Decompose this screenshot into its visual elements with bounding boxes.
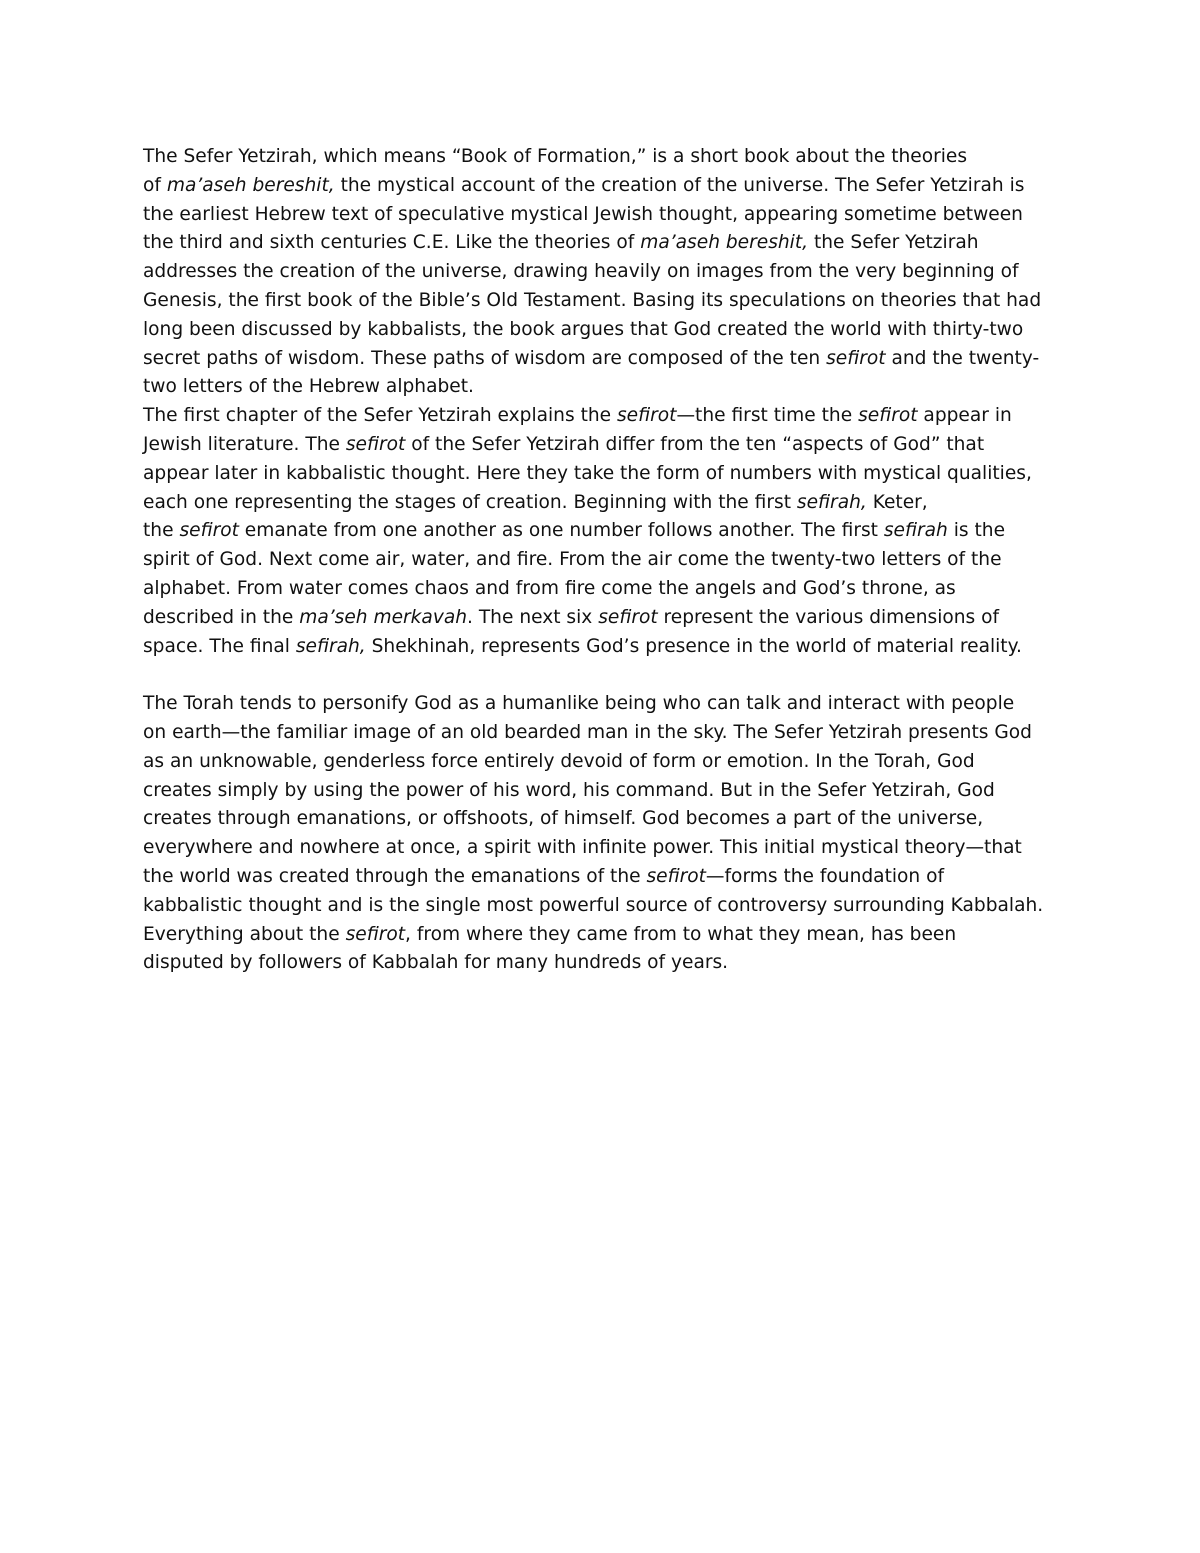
- italic-term: sefirot: [646, 865, 706, 887]
- text-line: [143, 863, 1073, 892]
- text-run: is the: [947, 520, 1006, 542]
- text-run: the world was created through the emanations of the: [143, 865, 647, 887]
- text-line: [143, 172, 1073, 201]
- text-line: [143, 258, 1073, 287]
- text-run: each one representing the stages of creation. Beginning with the first: [143, 491, 797, 513]
- text-run: , from where they came from to what they mean, has been: [405, 923, 957, 945]
- text-run: Genesis, the first book of the Bible’s Old Testament. Basing its speculations on theories that had: [143, 289, 1042, 311]
- text-run: space. The final: [143, 635, 296, 657]
- text-run: long been discussed by kabbalists, the book argues that God created the world with thirty-two: [143, 318, 1024, 340]
- text-run: on earth—the familiar image of an old bearded man in the sky. The Sefer Yetzirah presents God: [143, 721, 1032, 743]
- text-line: [143, 633, 1073, 662]
- text-line: [143, 719, 1073, 748]
- text-run: Jewish literature. The: [143, 433, 346, 455]
- text-line: [143, 287, 1073, 316]
- paragraph-3: [143, 690, 1073, 978]
- text-line: [143, 690, 1073, 719]
- italic-term: sefirah,: [295, 635, 366, 657]
- text-run: described in the: [143, 606, 300, 628]
- text-run: the earliest Hebrew text of speculative mystical Jewish thought, appearing sometime between: [143, 203, 1023, 225]
- text-run: —the first time the: [676, 405, 859, 427]
- text-run: two letters of the Hebrew alphabet.: [143, 376, 474, 398]
- text-run: alphabet. From water comes chaos and from fire come the angels and God’s throne, as: [143, 577, 956, 599]
- italic-term: sefirot: [345, 433, 406, 455]
- text-run: the third and sixth centuries C.E. Like the theories of: [143, 232, 641, 254]
- italic-term: ma’aseh bereshit,: [166, 174, 335, 196]
- text-line: [143, 316, 1073, 345]
- text-run: represent the various dimensions of: [657, 606, 1000, 628]
- text-run: Shekhinah, represents God’s presence in the world of material reality.: [365, 635, 1022, 657]
- text-line: [143, 201, 1073, 230]
- italic-term: sefirot: [826, 347, 886, 369]
- text-run: the Sefer Yetzirah: [808, 232, 979, 254]
- text-run: Keter,: [866, 491, 928, 513]
- text-run: of: [143, 174, 167, 196]
- paragraph-1: [143, 143, 1073, 402]
- italic-term: sefirah,: [796, 491, 867, 513]
- text-run: spirit of God. Next come air, water, and fire. From the air come the twenty-two letters of the: [143, 549, 1002, 571]
- text-run: The Sefer Yetzirah, which means “Book of Formation,” is a short book about the theories: [143, 146, 968, 167]
- text-run: —forms the foundation of: [705, 865, 945, 887]
- text-line: [143, 892, 1073, 921]
- italic-term: sefirot: [598, 606, 658, 628]
- text-line: [143, 834, 1073, 863]
- text-run: appear later in kabbalistic thought. Here they take the form of numbers with mystical qualities,: [143, 462, 1032, 484]
- italic-term: sefirot: [617, 405, 677, 427]
- text-run: appear in: [917, 405, 1012, 427]
- text-run: creates simply by using the power of his word, his command. But in the Sefer Yetzirah, God: [143, 779, 995, 801]
- text-line: [143, 604, 1073, 633]
- text-run: disputed by followers of Kabbalah for many hundreds of years.: [143, 952, 729, 974]
- text-run: kabbalistic thought and is the single most powerful source of controversy surrounding Kabbalah.: [143, 894, 1044, 916]
- italic-term: sefirah: [883, 520, 948, 542]
- italic-term: sefirot: [345, 923, 406, 945]
- text-run: everywhere and nowhere at once, a spirit with infinite power. This initial mystical theory—that: [143, 837, 1022, 859]
- paragraph-2: [143, 402, 1073, 661]
- text-line: [143, 949, 1073, 978]
- text-run: the: [143, 520, 180, 542]
- text-run: and the twenty-: [885, 347, 1040, 369]
- italic-term: ma’seh merkavah: [299, 606, 467, 628]
- italic-term: sefirot: [858, 405, 918, 427]
- text-line: [143, 229, 1073, 258]
- text-run: secret paths of wisdom. These paths of wisdom are composed of the ten: [143, 347, 827, 369]
- italic-term: sefirot: [179, 520, 239, 542]
- text-line: [143, 921, 1073, 950]
- text-run: emanate from one another as one number follows another. The first: [238, 520, 884, 542]
- text-line: [143, 345, 1073, 374]
- text-run: as an unknowable, genderless force entirely devoid of form or emotion. In the Torah, God: [143, 750, 975, 772]
- text-line: [143, 748, 1073, 777]
- text-run: the mystical account of the creation of the universe. The Sefer Yetzirah is: [334, 174, 1025, 196]
- text-line: [143, 460, 1073, 489]
- text-line: [143, 373, 1073, 402]
- text-run: addresses the creation of the universe, drawing heavily on images from the very beginning of: [143, 261, 1019, 283]
- text-line: [143, 143, 1073, 172]
- text-run: of the Sefer Yetzirah differ from the ten “aspects of God” that: [405, 433, 985, 455]
- text-run: The Torah tends to personify God as a humanlike being who can talk and interact with people: [143, 693, 1015, 715]
- text-line: [143, 777, 1073, 806]
- text-line: [143, 489, 1073, 518]
- text-line: [143, 805, 1073, 834]
- text-line: [143, 402, 1073, 431]
- text-line: [143, 431, 1073, 460]
- document-body: [143, 143, 1073, 978]
- text-line: [143, 575, 1073, 604]
- paragraph-spacer: [143, 661, 1073, 690]
- text-run: The first chapter of the Sefer Yetzirah explains the: [143, 405, 617, 427]
- italic-term: ma’aseh bereshit,: [640, 232, 809, 254]
- text-line: [143, 546, 1073, 575]
- text-run: Everything about the: [143, 923, 346, 945]
- text-run: creates through emanations, or offshoots, of himself. God becomes a part of the universe,: [143, 808, 984, 830]
- text-line: [143, 517, 1073, 546]
- text-run: . The next six: [467, 606, 599, 628]
